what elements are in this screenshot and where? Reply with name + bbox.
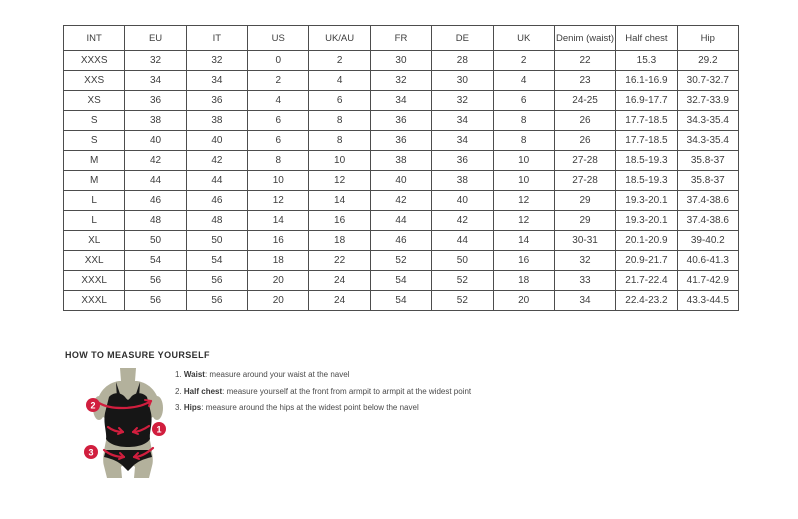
- size-cell: 20: [248, 271, 309, 291]
- size-cell: 14: [248, 211, 309, 231]
- size-cell: 34: [186, 71, 247, 91]
- size-cell: 36: [370, 131, 431, 151]
- column-header: INT: [64, 26, 125, 51]
- size-table: [63, 25, 739, 311]
- size-row: [64, 251, 739, 271]
- size-cell: 40: [370, 171, 431, 191]
- size-cell: 56: [186, 291, 247, 311]
- column-header: US: [248, 26, 309, 51]
- size-cell: XXXL: [64, 291, 125, 311]
- size-cell: XXXS: [64, 51, 125, 71]
- size-cell: 22: [554, 51, 615, 71]
- size-cell: 36: [432, 151, 493, 171]
- size-cell: 44: [186, 171, 247, 191]
- size-cell: 32: [432, 91, 493, 111]
- size-cell: 37.4-38.6: [677, 211, 738, 231]
- size-cell: 27-28: [554, 151, 615, 171]
- size-cell: 56: [186, 271, 247, 291]
- badge-chest: [86, 398, 100, 412]
- size-cell: 8: [248, 151, 309, 171]
- size-cell: 34: [554, 291, 615, 311]
- size-cell: 30: [370, 51, 431, 71]
- size-cell: 35.8-37: [677, 171, 738, 191]
- size-cell: 50: [186, 231, 247, 251]
- size-cell: 37.4-38.6: [677, 191, 738, 211]
- size-cell: 18: [248, 251, 309, 271]
- size-cell: 14: [493, 231, 554, 251]
- size-cell: 32: [186, 51, 247, 71]
- size-cell: XL: [64, 231, 125, 251]
- size-row: [64, 51, 739, 71]
- size-cell: XXS: [64, 71, 125, 91]
- size-table-head: [64, 26, 739, 51]
- column-header: EU: [125, 26, 186, 51]
- size-cell: 32: [370, 71, 431, 91]
- size-cell: 33: [554, 271, 615, 291]
- size-cell: 34: [432, 111, 493, 131]
- size-cell: 30.7-32.7: [677, 71, 738, 91]
- size-cell: 16: [493, 251, 554, 271]
- column-header: Hip: [677, 26, 738, 51]
- size-cell: 16.1-16.9: [616, 71, 677, 91]
- size-cell: 8: [309, 111, 370, 131]
- size-cell: 19.3-20.1: [616, 211, 677, 231]
- size-table-header-row: [64, 26, 739, 51]
- size-cell: 19.3-20.1: [616, 191, 677, 211]
- size-row: [64, 131, 739, 151]
- size-cell: 2: [493, 51, 554, 71]
- size-cell: 54: [186, 251, 247, 271]
- size-cell: 2: [309, 51, 370, 71]
- size-cell: 38: [125, 111, 186, 131]
- size-cell: 20: [248, 291, 309, 311]
- column-header: UK/AU: [309, 26, 370, 51]
- badge-hips: [84, 445, 98, 459]
- size-cell: 24: [309, 271, 370, 291]
- size-cell: L: [64, 191, 125, 211]
- size-cell: 56: [125, 271, 186, 291]
- size-cell: 48: [125, 211, 186, 231]
- size-cell: 27-28: [554, 171, 615, 191]
- size-cell: 20.9-21.7: [616, 251, 677, 271]
- size-cell: 54: [370, 271, 431, 291]
- size-cell: 6: [309, 91, 370, 111]
- size-cell: 50: [432, 251, 493, 271]
- size-cell: 38: [370, 151, 431, 171]
- size-cell: 8: [493, 111, 554, 131]
- size-cell: 18.5-19.3: [616, 171, 677, 191]
- size-row: [64, 291, 739, 311]
- size-cell: 40: [125, 131, 186, 151]
- size-cell: 12: [309, 171, 370, 191]
- size-cell: 50: [125, 231, 186, 251]
- size-cell: 22: [309, 251, 370, 271]
- step-label: Hips: [183, 403, 202, 412]
- column-header: UK: [493, 26, 554, 51]
- size-cell: 34: [432, 131, 493, 151]
- mannequin-figure: [73, 366, 185, 496]
- size-cell: 28: [432, 51, 493, 71]
- size-cell: 48: [186, 211, 247, 231]
- size-cell: 17.7-18.5: [616, 111, 677, 131]
- measure-heading: HOW TO MEASURE YOURSELF: [65, 350, 210, 360]
- size-cell: 24: [309, 291, 370, 311]
- size-cell: 12: [493, 191, 554, 211]
- size-cell: 54: [125, 251, 186, 271]
- step-number: 2.: [175, 386, 182, 396]
- size-cell: 56: [125, 291, 186, 311]
- size-cell: 16: [248, 231, 309, 251]
- size-cell: 42: [186, 151, 247, 171]
- size-cell: M: [64, 151, 125, 171]
- size-cell: 42: [432, 211, 493, 231]
- step-number: 3.: [175, 403, 182, 412]
- size-cell: 6: [493, 91, 554, 111]
- size-cell: 52: [432, 291, 493, 311]
- size-cell: XXXL: [64, 271, 125, 291]
- size-cell: 10: [309, 151, 370, 171]
- size-cell: 40: [432, 191, 493, 211]
- size-cell: 29.2: [677, 51, 738, 71]
- size-cell: 29: [554, 211, 615, 231]
- size-cell: 23: [554, 71, 615, 91]
- size-cell: 38: [186, 111, 247, 131]
- size-cell: 40: [186, 131, 247, 151]
- step-label: Waist: [183, 370, 205, 379]
- size-cell: 36: [186, 91, 247, 111]
- step-text: : measure around the hips at the widest point below the navel: [201, 403, 419, 412]
- column-header: DE: [432, 26, 493, 51]
- size-cell: 43.3-44.5: [677, 291, 738, 311]
- size-cell: 2: [248, 71, 309, 91]
- size-cell: 16: [309, 211, 370, 231]
- size-cell: 30: [432, 71, 493, 91]
- size-cell: S: [64, 111, 125, 131]
- size-cell: XXL: [64, 251, 125, 271]
- size-cell: 34.3-35.4: [677, 131, 738, 151]
- size-cell: 18: [309, 231, 370, 251]
- size-cell: 26: [554, 131, 615, 151]
- size-cell: 4: [309, 71, 370, 91]
- size-cell: 29: [554, 191, 615, 211]
- size-row: [64, 111, 739, 131]
- size-cell: S: [64, 131, 125, 151]
- size-cell: 0: [248, 51, 309, 71]
- size-cell: 14: [309, 191, 370, 211]
- size-cell: 32.7-33.9: [677, 91, 738, 111]
- size-cell: 21.7-22.4: [616, 271, 677, 291]
- size-cell: L: [64, 211, 125, 231]
- step-label: Half chest: [183, 386, 223, 396]
- size-row: [64, 211, 739, 231]
- size-cell: 4: [248, 91, 309, 111]
- size-cell: 20.1-20.9: [616, 231, 677, 251]
- measure-steps: [175, 371, 471, 421]
- badge-waist: [152, 422, 166, 436]
- size-cell: 36: [125, 91, 186, 111]
- column-header: FR: [370, 26, 431, 51]
- size-cell: 10: [493, 171, 554, 191]
- column-header: Denim (waist): [554, 26, 615, 51]
- size-cell: 30-31: [554, 231, 615, 251]
- size-row: [64, 171, 739, 191]
- size-cell: 16.9-17.7: [616, 91, 677, 111]
- measure-step-half-chest: [175, 388, 471, 396]
- size-cell: 26: [554, 111, 615, 131]
- size-cell: 15.3: [616, 51, 677, 71]
- size-cell: XS: [64, 91, 125, 111]
- size-cell: 39-40.2: [677, 231, 738, 251]
- size-cell: 44: [370, 211, 431, 231]
- size-cell: 44: [432, 231, 493, 251]
- size-cell: 4: [493, 71, 554, 91]
- svg-text:2: 2: [90, 400, 96, 411]
- size-cell: 18.5-19.3: [616, 151, 677, 171]
- size-row: [64, 231, 739, 251]
- size-cell: 46: [125, 191, 186, 211]
- size-cell: 35.8-37: [677, 151, 738, 171]
- size-cell: 44: [125, 171, 186, 191]
- size-cell: 52: [370, 251, 431, 271]
- size-cell: M: [64, 171, 125, 191]
- size-cell: 38: [432, 171, 493, 191]
- size-cell: 34: [125, 71, 186, 91]
- size-cell: 42: [125, 151, 186, 171]
- size-cell: 36: [370, 111, 431, 131]
- svg-text:3: 3: [88, 447, 94, 458]
- size-cell: 10: [493, 151, 554, 171]
- size-cell: 40.6-41.3: [677, 251, 738, 271]
- size-row: [64, 91, 739, 111]
- size-row: [64, 271, 739, 291]
- size-cell: 32: [554, 251, 615, 271]
- measure-step-hips: [175, 404, 471, 412]
- step-number: 1.: [175, 370, 182, 379]
- size-cell: 18: [493, 271, 554, 291]
- measure-step-waist: [175, 371, 471, 379]
- size-row: [64, 191, 739, 211]
- size-cell: 54: [370, 291, 431, 311]
- size-cell: 17.7-18.5: [616, 131, 677, 151]
- size-cell: 8: [493, 131, 554, 151]
- size-cell: 6: [248, 111, 309, 131]
- step-text: : measure yourself at the front from armpit to armpit at the widest point: [222, 386, 472, 396]
- size-cell: 34.3-35.4: [677, 111, 738, 131]
- size-cell: 34: [370, 91, 431, 111]
- column-header: Half chest: [616, 26, 677, 51]
- size-cell: 41.7-42.9: [677, 271, 738, 291]
- size-cell: 12: [248, 191, 309, 211]
- size-cell: 46: [370, 231, 431, 251]
- size-cell: 22.4-23.2: [616, 291, 677, 311]
- size-cell: 12: [493, 211, 554, 231]
- step-text: : measure around your waist at the navel: [204, 370, 350, 379]
- size-cell: 32: [125, 51, 186, 71]
- size-cell: 20: [493, 291, 554, 311]
- size-row: [64, 151, 739, 171]
- size-cell: 46: [186, 191, 247, 211]
- size-cell: 8: [309, 131, 370, 151]
- size-cell: 52: [432, 271, 493, 291]
- size-cell: 6: [248, 131, 309, 151]
- svg-text:1: 1: [156, 424, 162, 435]
- size-row: [64, 71, 739, 91]
- column-header: IT: [186, 26, 247, 51]
- size-cell: 42: [370, 191, 431, 211]
- size-table-body: [64, 51, 739, 311]
- size-cell: 24-25: [554, 91, 615, 111]
- size-cell: 10: [248, 171, 309, 191]
